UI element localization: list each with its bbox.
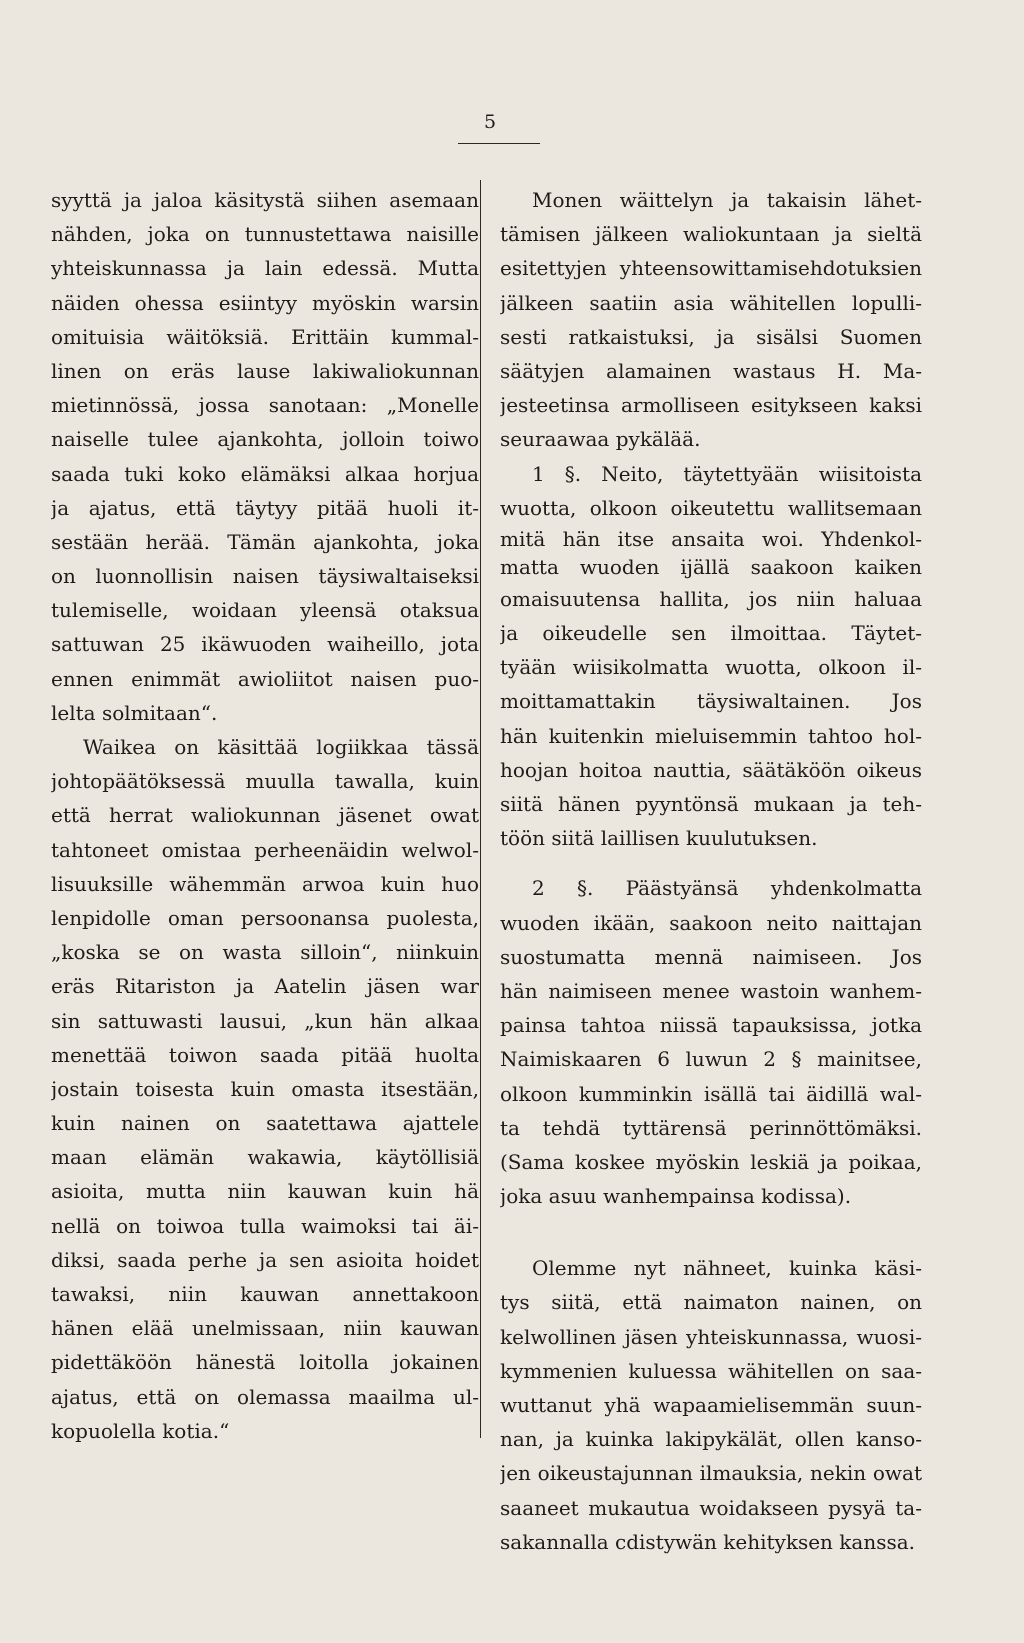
text-line: lelta solmitaan“. (51, 700, 218, 725)
text-line: maan elämän wakawia, käytöllisiä (51, 1145, 479, 1170)
page-number: 5 (483, 111, 497, 133)
text-line: saaneet mukautua woidakseen pysyä ta- (500, 1495, 922, 1520)
text-line: johtopäätöksessä muulla tawalla, kuin (51, 769, 479, 794)
text-line: tämisen jälkeen waliokuntaan ja sieltä (500, 222, 922, 247)
text-line: joka asuu wanhempainsa kodissa). (500, 1184, 852, 1209)
paragraph-start-line: Waikea on käsittää logiikkaa tässä (83, 735, 479, 759)
text-line: siitä hänen pyyntönsä mukaan ja teh- (500, 792, 922, 816)
text-line: hoojan hoitoa nauttia, säätäköön oikeus (500, 757, 922, 782)
text-line: jälkeen saatiin asia wähitellen lopulli- (500, 290, 922, 315)
text-line: seuraawaa pykälää. (500, 427, 701, 452)
paragraph-start-line: Monen wäittelyn ja takaisin lähet- (532, 188, 922, 212)
paragraph-start-line: Olemme nyt nähneet, kuinka käsi- (532, 1256, 922, 1281)
text-line: naiselle tulee ajankohta, jolloin toiwo (51, 427, 479, 452)
text-line: sakannalla cdistywän kehityksen kanssa. (500, 1529, 916, 1554)
text-line: näiden ohessa esiintyy myöskin warsin (51, 290, 479, 315)
section-2-line: 2 §. Päästyänsä yhdenkolmatta (532, 876, 922, 901)
text-line: sestään herää. Tämän ajankohta, joka (51, 529, 479, 554)
text-line: ajatus, että on olemassa maailma ul- (51, 1384, 479, 1409)
text-line: olkoon kumminkin isällä tai äidillä wal- (500, 1081, 922, 1106)
text-line: painsa tahtoa niissä tapauksissa, jotka (500, 1013, 922, 1038)
text-line: diksi, saada perhe ja sen asioita hoidet (51, 1247, 479, 1272)
text-line: ja ajatus, että täytyy pitää huoli it- (51, 495, 479, 520)
text-line: jen oikeustajunnan ilmauksia, nekin owat (500, 1461, 922, 1486)
text-line: sin sattuwasti lausui, „kun hän alkaa (51, 1008, 479, 1033)
text-line: omituisia wäitöksiä. Erittäin kummal- (51, 324, 479, 349)
text-line: pidettäköön hänestä loitolla jokainen (51, 1350, 479, 1375)
text-line: yhteiskunnassa ja lain edessä. Mutta (51, 256, 479, 281)
text-line: nan, ja kuinka lakipykälät, ollen kanso- (500, 1427, 922, 1452)
text-line: on luonnollisin naisen täysiwaltaiseksi (51, 564, 479, 589)
text-line: (Sama koskee myöskin leskiä ja poikaa, (500, 1149, 922, 1174)
text-line: sesti ratkaistuksi, ja sisälsi Suomen (500, 324, 922, 349)
text-line: menettää toiwon saada pitää huolta (51, 1042, 479, 1067)
text-line: tyään wiisikolmatta wuotta, olkoon il- (500, 655, 922, 680)
text-line: nellä on toiwoa tulla waimoksi tai äi- (51, 1213, 479, 1238)
text-line: tulemiselle, woidaan yleensä otaksua (51, 598, 479, 623)
text-line: wuotta, olkoon oikeutettu wallitsemaan (500, 495, 922, 520)
text-line: töön siitä laillisen kuulutuksen. (500, 826, 818, 851)
right-column (500, 183, 922, 1559)
text-line: että herrat waliokunnan jäsenet owat (51, 803, 479, 828)
text-line: tahtoneet omistaa perheenäidin welwol- (51, 837, 479, 862)
text-line: Naimiskaaren 6 luwun 2 § mainitsee, (500, 1047, 922, 1072)
text-line: tawaksi, niin kauwan annettakoon (51, 1282, 479, 1306)
text-line: ta tehdä tyttärensä perinnöttömäksi. (500, 1115, 922, 1140)
text-line: hän naimiseen menee wastoin wanhem- (500, 978, 922, 1003)
text-line: kelwollinen jäsen yhteiskunnassa, wuosi- (500, 1324, 922, 1349)
left-column (51, 183, 479, 1448)
text-line: lenpidolle oman persoonansa puolesta, (51, 905, 479, 930)
text-line: kymmenien kuluessa wähitellen on saa- (500, 1358, 922, 1383)
column-divider (480, 180, 481, 1438)
section-1-line: 1 §. Neito, täytettyään wiisitoista (532, 461, 922, 486)
text-line: wuttanut yhä wapaamielisemmän suun- (500, 1393, 922, 1417)
text-line: ennen enimmät awioliitot naisen puo- (51, 666, 479, 691)
text-line: sattuwan 25 ikäwuoden waiheillo, jota (51, 632, 479, 657)
text-line: mietinnössä, jossa sanotaan: „Monelle (51, 393, 479, 418)
text-line: ja oikeudelle sen ilmoittaa. Täytet- (500, 621, 922, 646)
text-line: linen on eräs lause lakiwaliokunnan (51, 358, 479, 383)
text-line: jostain toisesta kuin omasta itsestään, (51, 1076, 479, 1101)
text-line: jesteetinsa armolliseen esitykseen kaksi (500, 393, 922, 418)
text-line: hänen elää unelmissaan, niin kauwan (51, 1316, 479, 1341)
text-line: omaisuutensa hallita, jos niin haluaa (500, 586, 922, 611)
text-line: eräs Ritariston ja Aatelin jäsen war (51, 974, 479, 999)
text-line: lisuuksille wähemmän arwoa kuin huo (51, 871, 479, 896)
text-line: säätyjen alamainen wastaus H. Ma- (500, 358, 922, 383)
header-rule (458, 143, 540, 144)
text-line: matta wuoden ijällä saakoon kaiken (500, 555, 922, 580)
text-line: esitettyjen yhteensowittamisehdotuksien (500, 256, 922, 281)
text-line: moittamattakin täysiwaltainen. Jos (500, 689, 922, 714)
text-line: wuoden ikään, saakoon neito naittajan (500, 910, 922, 935)
paragraph-gap (500, 1213, 922, 1251)
text-line: syyttä ja jaloa käsitystä siihen asemaan (51, 188, 479, 212)
text-line: „koska se on wasta silloin“, niinkuin (51, 940, 479, 965)
text-line: asioita, mutta niin kauwan kuin hä (51, 1179, 479, 1204)
text-line: mitä hän itse ansaita woi. Yhdenkol- (500, 526, 922, 551)
text-line: saada tuki koko elämäksi alkaa horjua (51, 461, 479, 486)
text-line: kuin nainen on saatettawa ajattele (51, 1111, 479, 1136)
text-line: kopuolella kotia.“ (51, 1418, 230, 1443)
text-line: hän kuitenkin mieluisemmin tahtoo hol- (500, 723, 922, 748)
text-line: tys siitä, että naimaton nainen, on (500, 1290, 922, 1315)
text-line: suostumatta mennä naimiseen. Jos (500, 944, 922, 969)
text-line: nähden, joka on tunnustettawa naisille (51, 222, 479, 247)
paragraph-gap (500, 855, 922, 871)
